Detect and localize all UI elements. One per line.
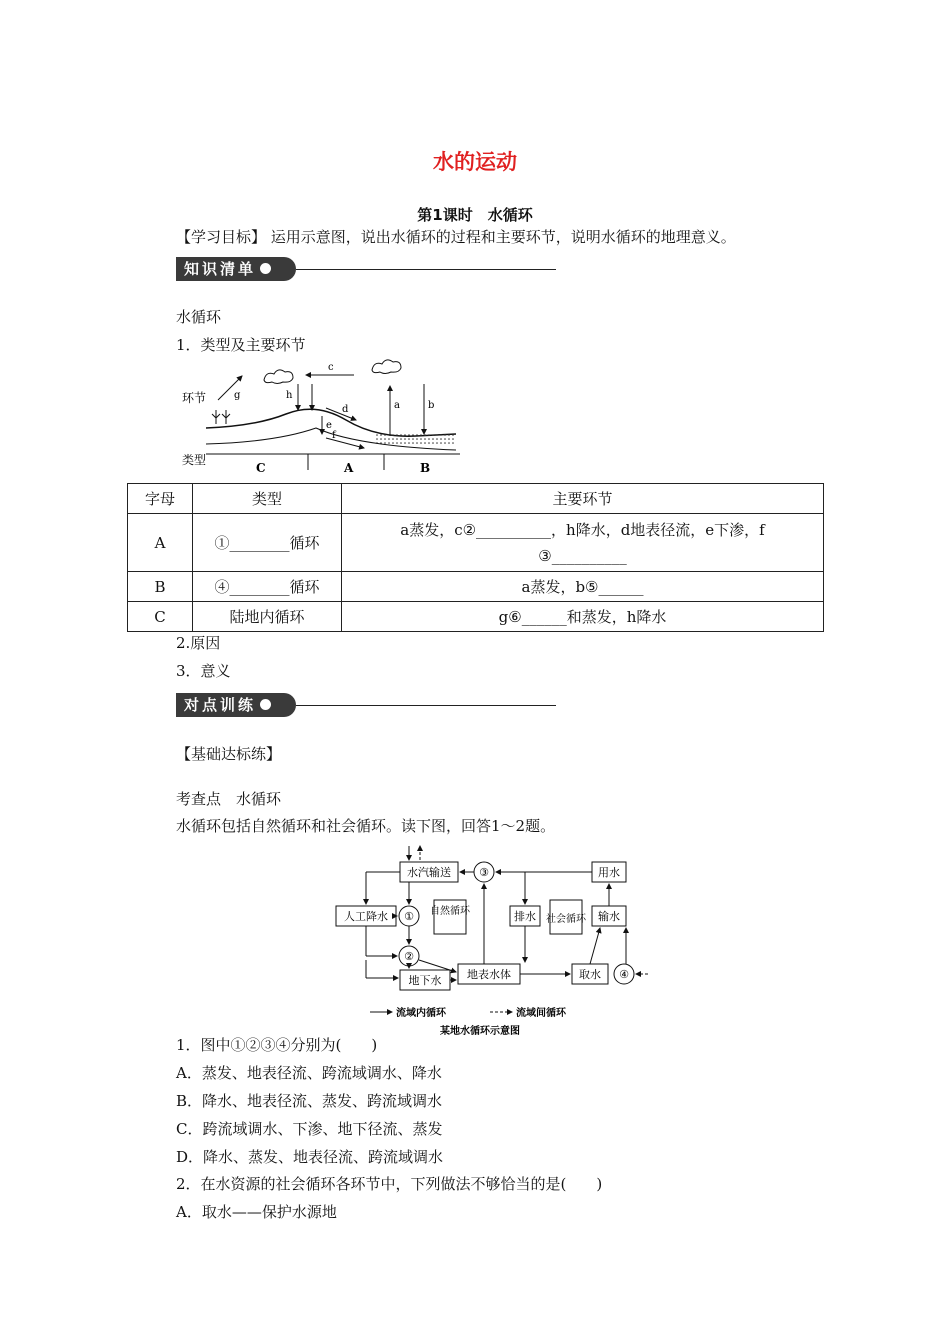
zone-b: B — [420, 461, 431, 475]
label-e: e — [326, 420, 332, 431]
label-natural-cycle-text: 自然循环 — [430, 906, 470, 917]
option-line: C．跨流域调水、下渗、地下径流、蒸发 — [176, 1120, 443, 1138]
label-f: f — [332, 430, 336, 441]
label-a: a — [394, 400, 400, 411]
learning-objective: 【学习目标】 运用示意图，说出水循环的过程和主要环节，说明水循环的地理意义。 — [176, 228, 736, 246]
social-cycle-diagram — [330, 842, 650, 1038]
banner-knowledge-label: 知识清单 — [184, 260, 257, 278]
legend-dashed: 流域间循环 — [516, 1008, 566, 1019]
table-header: 主要环节 — [342, 484, 824, 514]
banner-dot-icon — [260, 263, 271, 274]
label-artificial-rain: 人工降水 — [344, 910, 388, 923]
label-circle-4: ④ — [619, 968, 629, 981]
cycle-table — [127, 483, 824, 632]
label-groundwater: 地下水 — [408, 974, 442, 987]
table-cell: C — [128, 602, 193, 632]
water-cycle-diagram — [176, 358, 466, 480]
question-2: 2．在水资源的社会循环各环节中，下列做法不够恰当的是( ) — [176, 1175, 603, 1193]
practice-heading: 【基础达标练】 — [176, 745, 282, 763]
option-line: B．降水、地表径流、蒸发、跨流域调水 — [176, 1092, 443, 1110]
banner-rule — [296, 269, 556, 270]
table-cell: 陆地内循环 — [193, 602, 342, 632]
table-header: 字母 — [128, 484, 193, 514]
row-label-types: 类型 — [182, 453, 207, 467]
diagram-caption: 某地水循环示意图 — [440, 1026, 520, 1037]
table-cell — [342, 514, 824, 572]
table-cell-line: ③__________ — [538, 546, 627, 565]
label-intake: 取水 — [579, 968, 601, 981]
intro-text: 水循环包括自然循环和社会循环。读下图，回答1～2题。 — [176, 817, 556, 835]
label-d: d — [342, 404, 349, 415]
table-cell: B — [128, 572, 193, 602]
table-row — [128, 602, 824, 632]
ocean — [376, 432, 456, 446]
legend-solid: 流域内循环 — [396, 1008, 446, 1019]
banner-practice — [176, 693, 296, 717]
label-water-use: 用水 — [598, 866, 620, 879]
lesson-subtitle: 第1课时 水循环 — [417, 206, 533, 224]
table-row — [128, 514, 824, 572]
item-1: 1．类型及主要环节 — [176, 336, 306, 354]
zone-a: A — [344, 461, 354, 475]
label-c: c — [328, 362, 334, 373]
label-circle-1: ① — [404, 910, 414, 923]
item-2: 2.原因 — [176, 634, 221, 652]
label-transmit: 输水 — [598, 910, 620, 923]
arrow-d — [326, 408, 356, 420]
table-cell-line: a蒸发，c②__________，h降水，d地表径流，e下渗，f — [400, 520, 765, 539]
zone-c: C — [256, 461, 266, 475]
label-surface-water: 地表水体 — [467, 968, 511, 981]
label-circle-3: ③ — [479, 866, 489, 879]
label-g: g — [234, 390, 241, 401]
item-3: 3．意义 — [176, 662, 231, 680]
topic-line: 考查点 水循环 — [176, 790, 282, 808]
label-b: b — [428, 400, 435, 411]
table-cell: A — [128, 514, 193, 572]
label-h: h — [286, 390, 293, 401]
banner-knowledge — [176, 257, 296, 281]
table-cell: g⑥______和蒸发，h降水 — [342, 602, 824, 632]
table-cell: a蒸发，b⑤______ — [342, 572, 824, 602]
banner-dot-icon — [260, 699, 271, 710]
banner-rule — [296, 705, 556, 706]
option-line: A．取水——保护水源地 — [176, 1203, 337, 1221]
option-line: A．蒸发、地表径流、跨流域调水、降水 — [176, 1064, 442, 1082]
label-vapor-transport: 水汽输送 — [407, 866, 451, 879]
plant-icon — [212, 410, 230, 424]
table-header: 类型 — [193, 484, 342, 514]
section-heading: 水循环 — [176, 308, 222, 326]
table-cell: ①________循环 — [193, 514, 342, 572]
option-line: D．降水、蒸发、地表径流、跨流域调水 — [176, 1148, 444, 1166]
label-social-cycle: 社会循环 — [546, 914, 586, 925]
page-title: 水的运动 — [433, 150, 517, 174]
row-label-links: 环节 — [182, 391, 207, 405]
table-row — [128, 572, 824, 602]
label-natural-cycle — [430, 904, 471, 917]
banner-practice-label: 对点训练 — [184, 696, 257, 714]
table-cell: ④________循环 — [193, 572, 342, 602]
question-1: 1．图中①②③④分别为( ) — [176, 1036, 378, 1054]
label-circle-2: ② — [404, 950, 414, 963]
label-drainage: 排水 — [514, 910, 536, 923]
